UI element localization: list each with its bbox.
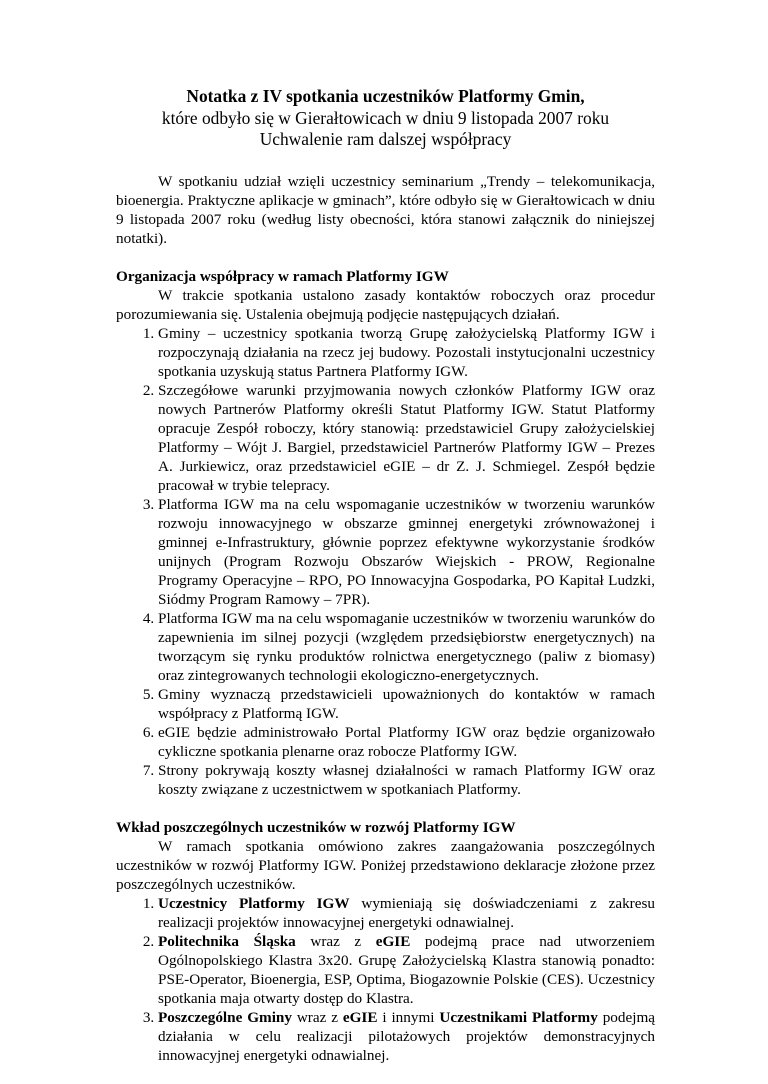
list-item: 4. Platforma IGW ma na celu wspomaganie uczestników w tworzeniu warunków do zapewnienia im silnej pozycji (względem przedsiębiorstw energetycznych) na tworzącym się rynku produktów rolnictwa energetycznego (paliw z biomasy) oraz zintegrowanych technologii ekologiczno-energetycznych.: [158, 609, 655, 685]
list-item: [158, 1008, 655, 1065]
list-item: 3. Platforma IGW ma na celu wspomaganie uczestników w tworzeniu warunków rozwoju innowacyjnego w obszarze gminnej energetyki zrównoważonej i gminnej e-Infrastruktury, głównie poprzez efektywne wykorzystanie środków unijnych (Program Rozwoju Obszarów Wiejskich - PROW, Regionalne Programy Operacyjne – RPO, PO Innowacyjna Gospodarka, PO Kapitał Ludzki, Siódmy Program Ramowy – 7PR).: [158, 495, 655, 609]
bold-term: Politechnika Śląska: [158, 932, 296, 950]
bold-term: Uczestnicy Platformy IGW: [158, 894, 350, 912]
title-line-1: Notatka z IV spotkania uczestników Platformy Gmin,: [186, 86, 585, 106]
section-lead: W trakcie spotkania ustalono zasady kontaktów roboczych oraz procedur porozumiewania się. Ustalenia obejmują podjęcie następujących działań.: [116, 286, 655, 323]
intro-paragraph: W spotkaniu udział wzięli uczestnicy seminarium „Trendy – telekomunikacja, bioenergia. Praktyczne aplikacje w gminach”, które odbyło się w Gierałtowicach w dniu 9 listopada 2007 roku (według listy obecności, która stanowi załącznik do niniejszej notatki).: [116, 172, 655, 247]
document-page: [116, 86, 655, 1084]
document-title: [116, 86, 655, 151]
list-item: [158, 932, 655, 1008]
title-line-2: które odbyło się w Gierałtowicach w dniu 9 listopada 2007 roku: [161, 107, 610, 128]
list-item: 2. Szczegółowe warunki przyjmowania nowych członków Platformy IGW oraz nowych Partnerów Platformy określi Statut Platformy IGW. Statut Platformy opracuje Zespół roboczy, który stanowią: przedstawiciel Grupy założycielskiej Platformy – Wójt J. Bargiel, przedstawiciel Partnerów Platformy IGW – Prezes A. Jurkiewicz, oraz przedstawiciel eGIE – dr Z. J. Schmiegel. Zespół będzie pracował w trybie telepracy.: [158, 381, 655, 495]
list-item: 5. Gminy wyznaczą przedstawicieli upoważnionych do kontaktów w ramach współpracy z Platformą IGW.: [158, 685, 655, 723]
list-item: 7. Strony pokrywają koszty własnej działalności w ramach Platformy IGW oraz koszty związane z uczestnictwem w spotkaniach Platformy.: [158, 761, 655, 799]
section-heading: Organizacja współpracy w ramach Platformy IGW: [116, 267, 449, 285]
item-text: i innymi: [377, 1008, 440, 1026]
item-text: podejmą prace nad utworzeniem Ogólnopolskiego Klastra 3x20. Grupę Założycielską Klastra stanowią ponadto: PSE-Operator, Bioenergia, ESP, Optima, Biogazownie Polskie (CES). Uczestnicy spotkania maja otwarty dostęp do Klastra.: [158, 932, 655, 1007]
numbered-list: [116, 324, 655, 799]
numbered-list: [116, 894, 655, 1065]
section-heading: Wkład poszczególnych uczestników w rozwój Platformy IGW: [116, 818, 516, 836]
bold-term: eGIE: [342, 1008, 378, 1026]
section-organization: [116, 267, 655, 799]
list-item: 1. Gminy – uczestnicy spotkania tworzą Grupę założycielską Platformy IGW i rozpoczynają działania na rzecz jej budowy. Pozostali instytucjonalni uczestnicy spotkania uzyskują status Partnera Platformy IGW.: [158, 324, 655, 381]
section-lead: W ramach spotkania omówiono zakres zaangażowania poszczególnych uczestników w rozwój Platformy IGW. Poniżej przedstawiono deklaracje złożone przez poszczególnych uczestników.: [116, 837, 655, 893]
section-contributions: [116, 818, 655, 1065]
bold-term: eGIE: [375, 932, 411, 950]
item-text: wraz z: [291, 1008, 343, 1026]
item-text: wymieniają się doświadczeniami z zakresu realizacji projektów innowacyjnej energetyki odnawialnej.: [158, 894, 655, 931]
list-item: 6. eGIE będzie administrowało Portal Platformy IGW oraz będzie organizowało cykliczne spotkania plenarne oraz robocze Platformy IGW.: [158, 723, 655, 761]
item-text: wraz z: [295, 932, 376, 950]
bold-term: Poszczególne Gminy: [158, 1008, 292, 1026]
item-text: podejmą działania w celu realizacji pilotażowych projektów demonstracyjnych innowacyjnej energetyki odnawialnej.: [158, 1008, 655, 1064]
bold-term: Uczestnikami Platformy: [439, 1008, 598, 1026]
list-item: [158, 894, 655, 932]
title-line-3: Uchwalenie ram dalszej współpracy: [259, 129, 512, 149]
